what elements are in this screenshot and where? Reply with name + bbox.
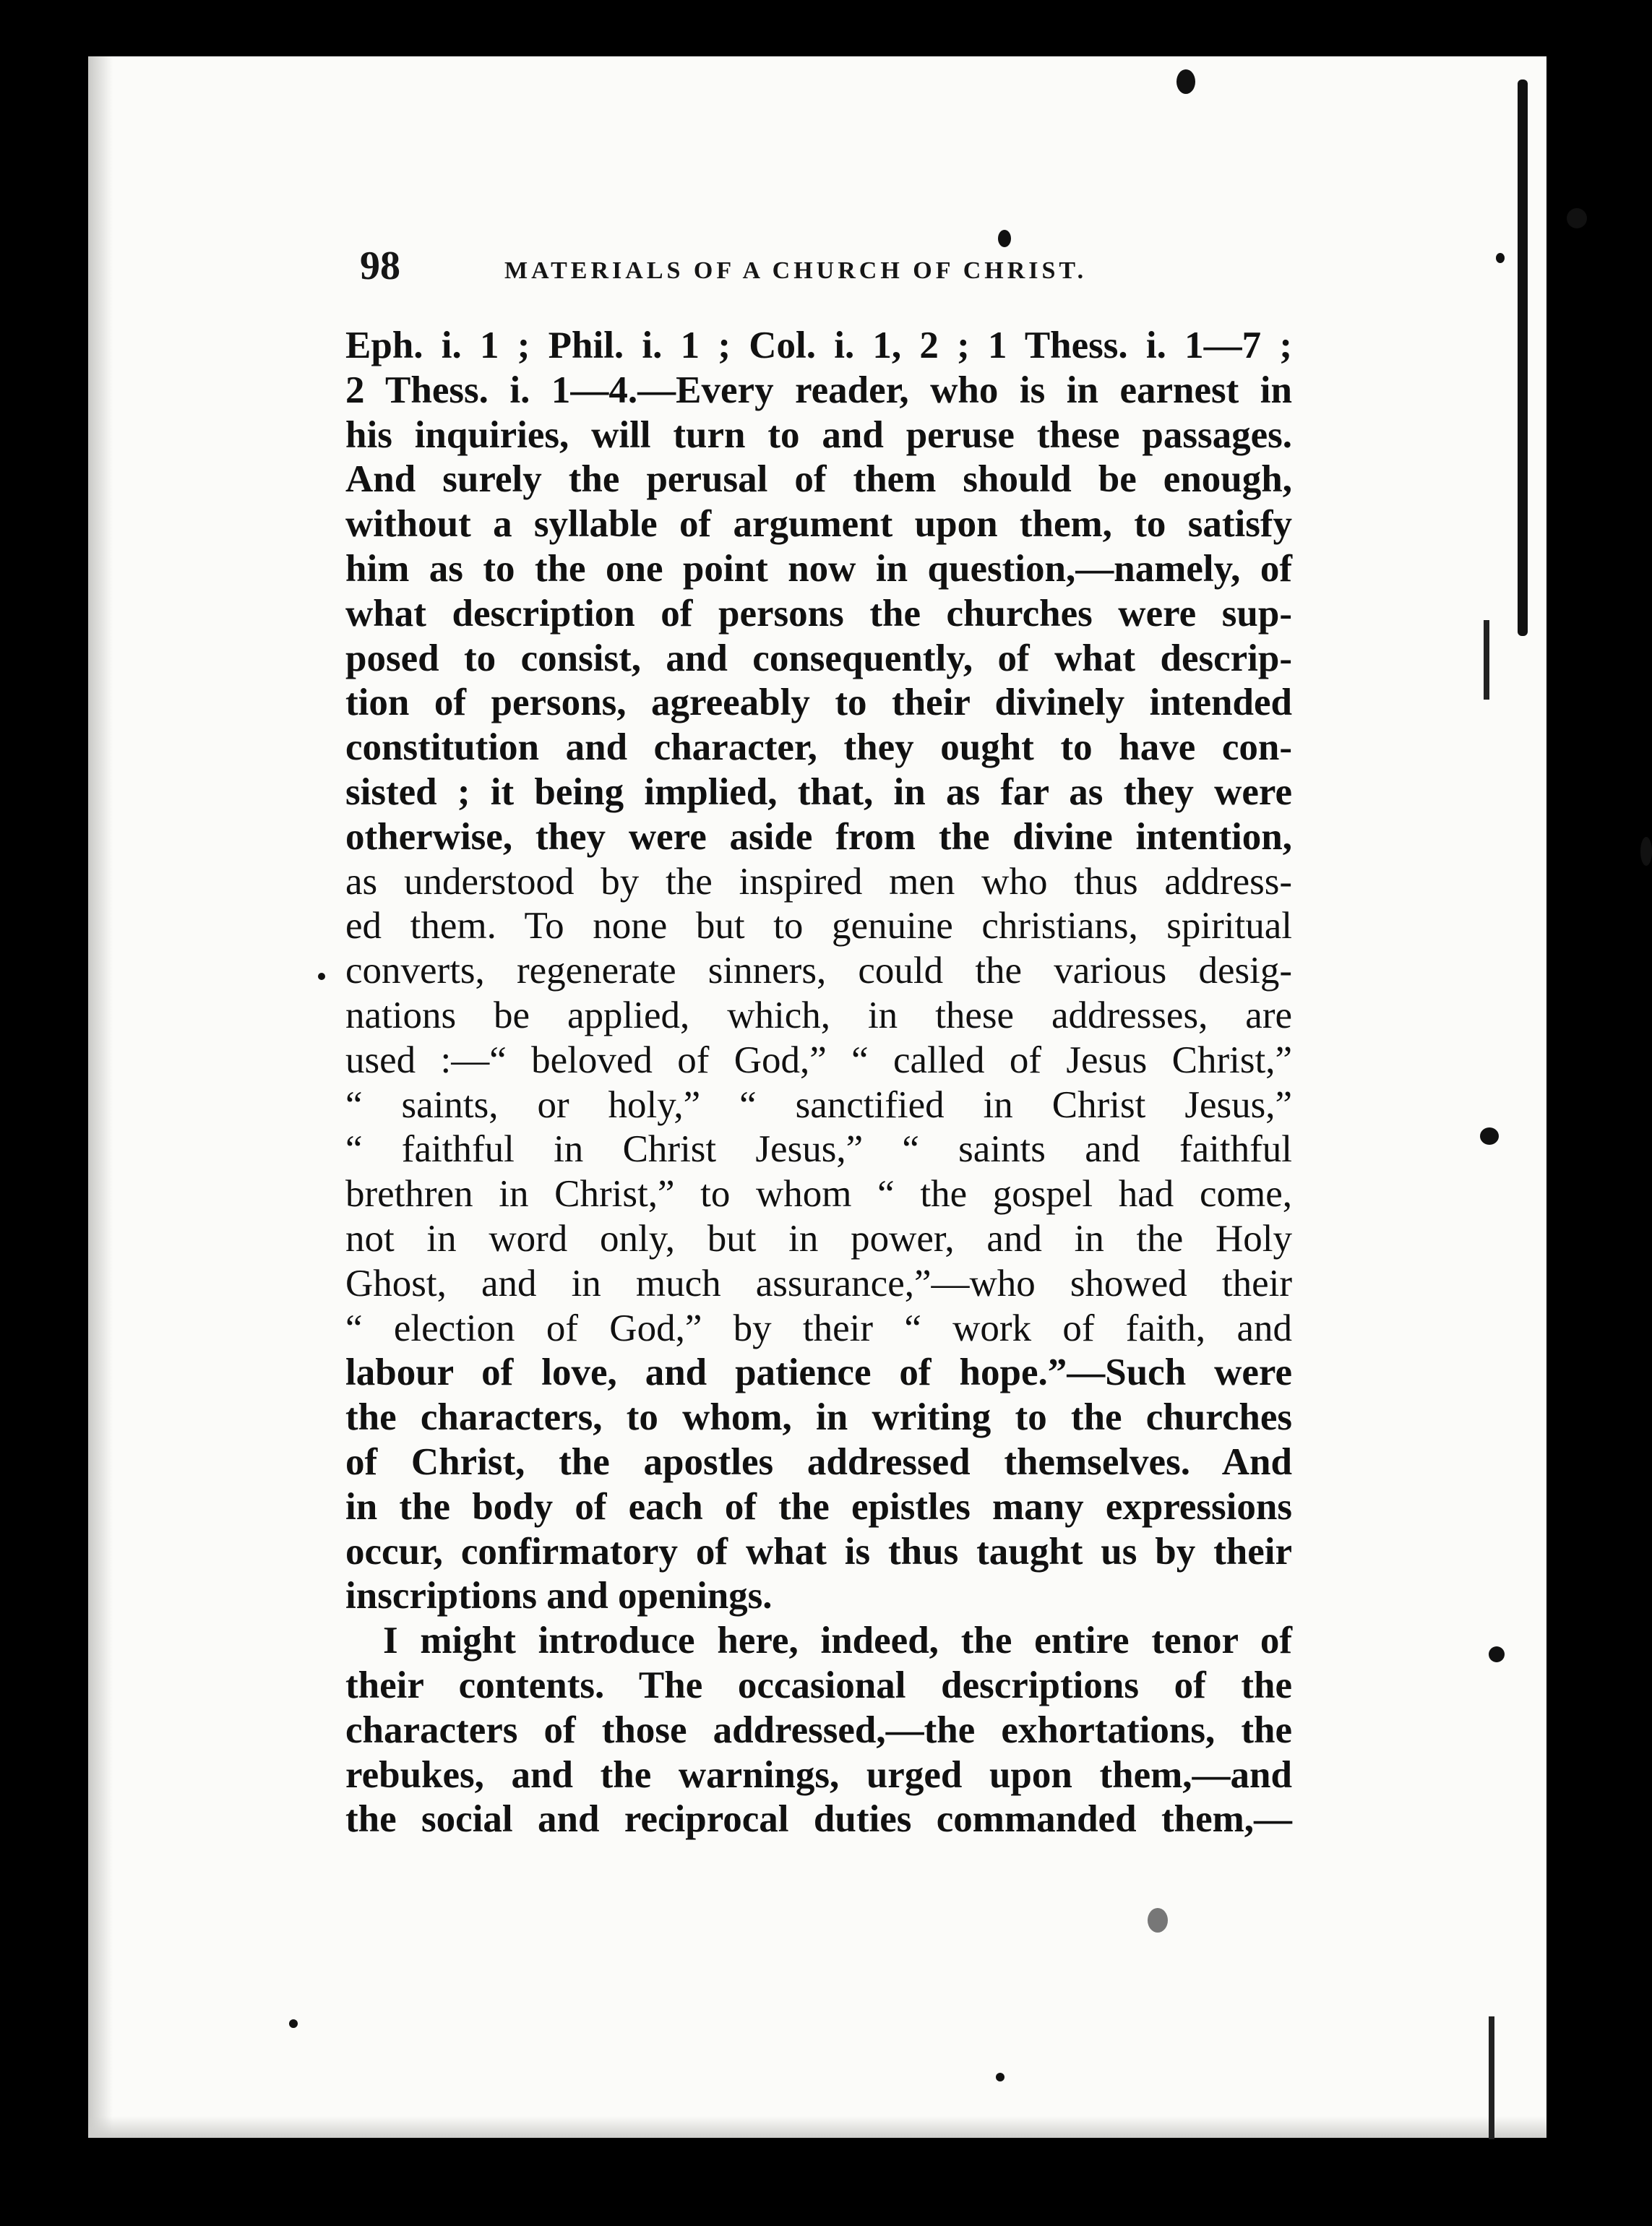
text-line: “ faithful in Christ Jesus,” “ saints and faithful [345,1128,1292,1171]
text-line: him as to the one point now in question,—namely, of [345,547,1292,590]
text-line: “ saints, or holy,” “ sanctified in Christ Jesus,” [345,1083,1292,1126]
ink-speck [1480,1127,1499,1145]
text-line: “ election of God,” by their “ work of faith, and [345,1307,1292,1349]
text-line: in the body of each of the epistles many expressions [345,1485,1292,1528]
running-head: MATERIALS OF A CHURCH OF CHRIST. [504,257,1088,284]
page-number: 98 [360,244,400,288]
text-line: used :—“ beloved of God,” “ called of Jesus Christ,” [345,1039,1292,1081]
text-line: without a syllable of argument upon them, to satisfy [345,503,1292,546]
paragraph [345,1619,1292,1842]
text-line: constitution and character, they ought to have con- [345,726,1292,769]
body-text [345,324,1292,1842]
page-edge-shadow [88,56,113,2138]
ink-speck [289,2019,298,2028]
scan-gutter-mark [1489,2016,1494,2139]
ink-speck [1148,1908,1168,1933]
text-line: their contents. The occasional descriptions of the [345,1664,1292,1706]
text-line: otherwise, they were aside from the divine intention, [345,815,1292,858]
ink-speck [996,2073,1004,2081]
ink-speck [318,973,325,980]
text-line: Ghost, and in much assurance,”—who showed their [345,1262,1292,1305]
text-line: rebukes, and the warnings, urged upon them,—and [345,1753,1292,1796]
text-line: characters of those addressed,—the exhortations, the [345,1709,1292,1751]
text-line: I might introduce here, indeed, the entire tenor of [383,1620,1292,1662]
ink-speck [1489,1646,1505,1662]
text-line: as understood by the inspired men who thus address- [345,860,1292,903]
text-line: tion of persons, agreeably to their divinely intended [345,682,1292,724]
text-line: nations be applied, which, in these addresses, are [345,994,1292,1036]
page-header [360,243,1299,301]
text-line: 2 Thess. i. 1—4.—Every reader, who is in earnest in [345,369,1292,411]
text-line: the characters, to whom, in writing to the churches [345,1396,1292,1439]
text-line: brethren in Christ,” to whom “ the gospel had come, [345,1173,1292,1216]
text-line: not in word only, but in power, and in the Holy [345,1217,1292,1260]
text-line: labour of love, and patience of hope.”—Such were [345,1352,1292,1394]
text-line: what description of persons the churches were sup- [345,592,1292,635]
text-line: sisted ; it being implied, that, in as far as they were [345,770,1292,813]
paragraph [345,324,1292,1619]
scan-gutter-mark [1518,80,1528,636]
scan-gutter-mark [1484,620,1489,700]
text-line: posed to consist, and consequently, of what descrip- [345,637,1292,679]
text-line: of Christ, the apostles addressed themselves. And [345,1440,1292,1483]
text-line: ed them. To none but to genuine christians, spiritual [345,905,1292,947]
ink-speck [1496,253,1505,263]
text-line: inscriptions and openings. [345,1575,773,1617]
text-line: his inquiries, will turn to and peruse these passages. [345,413,1292,456]
ink-speck [1176,69,1195,94]
page-bottom-shadow [88,2116,1546,2138]
ink-speck [1567,208,1587,228]
text-line: converts, regenerate sinners, could the various desig- [345,950,1292,992]
text-line: occur, confirmatory of what is thus taught us by their [345,1530,1292,1573]
ink-speck [1640,837,1652,866]
text-line: And surely the perusal of them should be enough, [345,458,1292,501]
text-line: Eph. i. 1 ; Phil. i. 1 ; Col. i. 1, 2 ; 1 Thess. i. 1—7 ; [345,325,1292,366]
text-line: the social and reciprocal duties commanded them,— [345,1798,1292,1841]
